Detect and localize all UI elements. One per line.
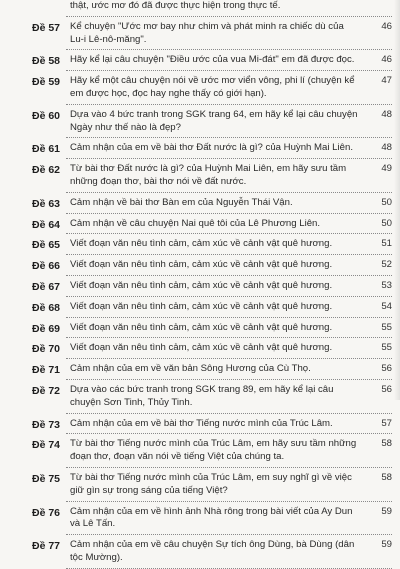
toc-text: Hãy kể lại câu chuyện "Điều ước của vua Mi-đát" em đã được đọc. [70,54,355,66]
toc-text: thật, ước mơ đó đã được thực hiện trong thực tế. [70,0,281,11]
toc-row [22,17,392,51]
toc-row [22,71,392,105]
toc-label: Đề 60 [32,109,61,122]
toc-page-number: 51 [381,238,392,250]
toc-row [22,535,392,569]
toc-content [66,159,392,193]
toc-content [66,434,392,468]
toc-text: Kể chuyện "Ước mơ bay như chim và phát minh ra chiếc dù của Lu-i Lê-nô-măng". [70,20,344,45]
toc-page-number: 46 [381,20,392,32]
toc-text: Viết đoạn văn nêu tình cảm, cảm xúc về cảnh vật quê hương. [70,300,333,312]
toc-content [66,234,392,255]
toc-content [66,255,392,276]
toc-content [66,414,392,435]
toc-text: Viết đoạn văn nêu tình cảm, cảm xúc về cảnh vật quê hương. [70,279,333,291]
toc-row [22,0,392,17]
toc-label: Đề 62 [32,164,61,177]
toc-text: Dựa vào 4 bức tranh trong SGK trang 64, em hãy kể lại câu chuyện Ngày như thế nào là đẹp? [70,108,358,133]
page-edge-shadow [394,0,400,400]
toc-label [22,0,66,1]
toc-text: Từ bài thơ Tiếng nước mình của Trúc Lâm, em hãy sưu tầm những đoạn thơ, đoạn văn nói về tiếng Việt của chúng ta. [70,438,357,463]
toc-content [66,71,392,105]
toc-label: Đề 68 [32,301,61,314]
toc-page-number: 58 [381,471,392,483]
toc-row [22,138,392,159]
toc-page-number: 53 [381,279,392,291]
toc-text: Cảm nhận của em về bài thơ Tiếng nước mình của Trúc Lâm. [70,417,333,429]
toc-content [66,276,392,297]
toc-content [66,535,392,569]
toc-page-number: 55 [381,321,392,333]
toc-page-number: 54 [381,300,392,312]
toc-row [22,50,392,71]
toc-page-number: 57 [381,417,392,429]
toc-text: Cảm nhận của em về bài thơ Đất nước là gì? của Huỳnh Mai Liên. [70,142,353,154]
toc-label: Đề 69 [32,322,61,335]
toc-label: Đề 64 [32,218,61,231]
toc-label: Đề 66 [32,260,61,273]
toc-text: Viết đoạn văn nêu tình cảm, cảm xúc về cảnh vật quê hương. [70,259,333,271]
toc-page-number: 46 [381,54,392,66]
toc-row [22,502,392,536]
toc-content [66,105,392,139]
toc-text: Dựa vào các bức tranh trong SGK trang 89, em hãy kể lại câu chuyện Sơn Tinh, Thủy Tinh. [70,383,334,408]
toc-label: Đề 71 [32,364,61,377]
toc-page-number: 58 [381,438,392,450]
toc-page-number: 47 [381,75,392,87]
toc-label: Đề 77 [32,540,61,553]
toc-content [66,50,392,71]
toc-page-number: 56 [381,383,392,395]
toc-row [22,193,392,214]
toc-text: Viết đoạn văn nêu tình cảm, cảm xúc về cảnh vật quê hương. [70,321,333,333]
toc-label: Đề 57 [32,21,61,34]
toc-text: Từ bài thơ Đất nước là gì? của Huỳnh Mai Liên, em hãy sưu tầm những đoạn thơ, bài thơ nói về đất nước. [70,163,347,187]
toc-label: Đề 65 [32,239,61,252]
toc-page-number: 48 [381,142,392,154]
toc-label: Đề 58 [32,55,61,68]
toc-content [66,297,392,318]
toc-text: Viết đoạn văn nêu tình cảm, cảm xúc về cảnh vật quê hương. [70,342,333,354]
toc-content [66,359,392,380]
toc-text: Cảm nhận của em về câu chuyện Sự tích ông Dùng, bà Dùng (dân tộc Mường). [70,539,355,563]
toc-row [22,359,392,380]
toc-text: Từ bài thơ Tiếng nước mình của Trúc Lâm, em suy nghĩ gì về việc giữ gìn sự trong sáng của tiếng Việt? [70,471,352,496]
toc-page-number: 50 [381,196,392,208]
toc-label: Đề 75 [32,472,61,485]
toc-content [66,17,392,51]
toc-row [22,468,392,502]
toc-label: Đề 67 [32,280,61,293]
toc-text: Cảm nhận của em về hình ảnh Nhà rông trong bài viết của Ay Dun và Lê Tấn. [70,505,353,530]
toc-label: Đề 74 [32,439,61,452]
toc-label: Đề 73 [32,418,61,431]
toc-label: Đề 72 [32,384,61,397]
toc-row [22,338,392,359]
toc-row [22,105,392,139]
toc-content [66,318,392,339]
table-of-contents [22,0,392,569]
toc-row [22,414,392,435]
toc-row [22,434,392,468]
toc-page-number: 56 [381,363,392,375]
toc-page-number: 55 [381,342,392,354]
toc-row [22,318,392,339]
toc-text: Cảm nhận của em về văn bản Sông Hương của Cù Thọ. [70,363,311,375]
toc-text: Cảm nhận về bài thơ Bàn em của Nguyễn Thái Vận. [70,196,293,208]
toc-page-number: 50 [381,217,392,229]
toc-row [22,276,392,297]
toc-page-number: 48 [381,108,392,120]
toc-row [22,214,392,235]
toc-row [22,159,392,193]
toc-content [66,0,392,17]
toc-row [22,255,392,276]
toc-page-number: 59 [381,505,392,517]
toc-content [66,468,392,502]
toc-content [66,338,392,359]
toc-label: Đề 59 [32,76,61,89]
toc-content [66,193,392,214]
toc-content [66,380,392,414]
toc-content [66,138,392,159]
toc-label: Đề 76 [32,506,61,519]
toc-content [66,214,392,235]
toc-content [66,502,392,536]
toc-text: Hãy kể một câu chuyện nói về ước mơ viển vông, phi lí (chuyện kể em được học, đọc hay nghe thấy có giới hạn). [70,75,355,99]
toc-label: Đề 63 [32,197,61,210]
toc-row [22,234,392,255]
toc-page-number: 52 [381,259,392,271]
toc-row [22,297,392,318]
toc-page-number: 49 [381,163,392,175]
toc-row [22,380,392,414]
toc-page-number: 59 [381,539,392,551]
toc-text: Viết đoạn văn nêu tình cảm, cảm xúc về cảnh vật quê hương. [70,238,333,250]
toc-label: Đề 61 [32,143,61,156]
toc-text: Cảm nhận về câu chuyện Nai quê tôi của Lê Phương Liên. [70,217,321,229]
toc-label: Đề 70 [32,343,61,356]
